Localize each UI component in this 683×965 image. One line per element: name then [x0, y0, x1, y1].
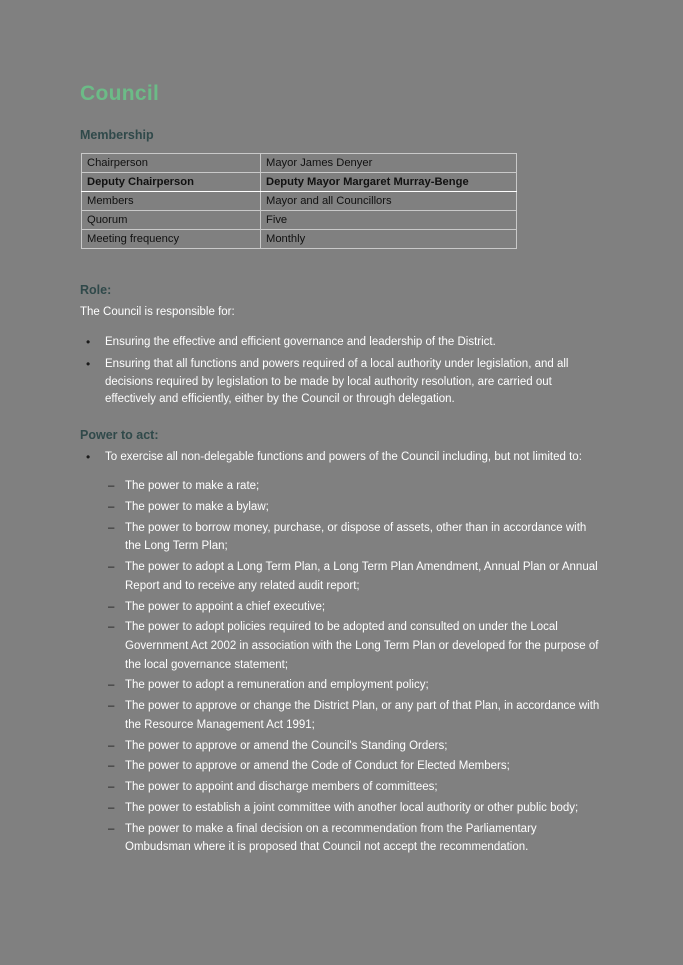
table-cell-label: Meeting frequency: [82, 230, 261, 249]
list-item: – The power to appoint a chief executive;: [80, 598, 605, 617]
power-to-act-lead-list: [80, 449, 605, 467]
list-item: – The power to establish a joint committee with another local authority or other public body;: [80, 799, 605, 818]
power-to-act-heading: Power to act:: [80, 428, 159, 443]
table-row: [82, 211, 517, 230]
list-item: • Ensuring the effective and efficient governance and leadership of the District.: [80, 334, 605, 352]
table-row: [82, 230, 517, 249]
spacer: [80, 249, 605, 283]
list-item: – The power to adopt a remuneration and employment policy;: [80, 676, 605, 695]
list-item: – The power to make a bylaw;: [80, 498, 605, 517]
table-row: [82, 154, 517, 173]
list-item: • To exercise all non-delegable functions and powers of the Council including, but not limited to:: [80, 449, 605, 467]
role-intro-text: The Council is responsible for:: [80, 306, 235, 319]
list-item: – The power to adopt a Long Term Plan, a Long Term Plan Amendment, Annual Plan or Annual Report and to receive any related audit report;: [80, 558, 605, 595]
table-cell-label: Chairperson: [82, 154, 261, 173]
table-cell-value: Mayor and all Councillors: [261, 192, 517, 211]
table-cell-label: Deputy Chairperson: [82, 173, 261, 192]
list-item: – The power to make a rate;: [80, 477, 605, 496]
role-heading: Role:: [80, 283, 112, 298]
table-cell-value: Five: [261, 211, 517, 230]
list-item: – The power to adopt policies required to be adopted and consulted on under the Local Government Act 2002 in association with the Long Term Plan or developed for the purpose of the local governance statement;: [80, 618, 605, 674]
list-item: – The power to make a final decision on a recommendation from the Parliamentary Ombudsman where it is proposed that Council not accept the recommendation.: [80, 820, 605, 857]
power-to-act-sub-list: [80, 477, 605, 857]
membership-table-body: [82, 154, 517, 249]
role-bullet-list: [80, 334, 605, 409]
table-row: [82, 173, 517, 192]
table-cell-value: Monthly: [261, 230, 517, 249]
table-cell-value: Mayor James Denyer: [261, 154, 517, 173]
table-cell-label: Members: [82, 192, 261, 211]
page-title: Council: [80, 82, 160, 105]
table-row: [82, 192, 517, 211]
list-item: – The power to approve or change the District Plan, or any part of that Plan, in accordance with the Resource Management Act 1991;: [80, 697, 605, 734]
list-item: – The power to appoint and discharge members of committees;: [80, 778, 605, 797]
membership-heading: Membership: [80, 128, 154, 143]
table-cell-label: Quorum: [82, 211, 261, 230]
membership-table: [81, 153, 517, 249]
list-item: – The power to approve or amend the Code of Conduct for Elected Members;: [80, 757, 605, 776]
table-cell-value: Deputy Mayor Margaret Murray-Benge: [261, 173, 517, 192]
list-item: – The power to borrow money, purchase, or dispose of assets, other than in accordance with the Long Term Plan;: [80, 519, 605, 556]
list-item: • Ensuring that all functions and powers required of a local authority under legislation, and all decisions required by legislation to be made by local authority resolution, are carried out effectively and efficiently, either by the Council or through delegation.: [80, 356, 605, 409]
list-item: – The power to approve or amend the Council's Standing Orders;: [80, 737, 605, 756]
